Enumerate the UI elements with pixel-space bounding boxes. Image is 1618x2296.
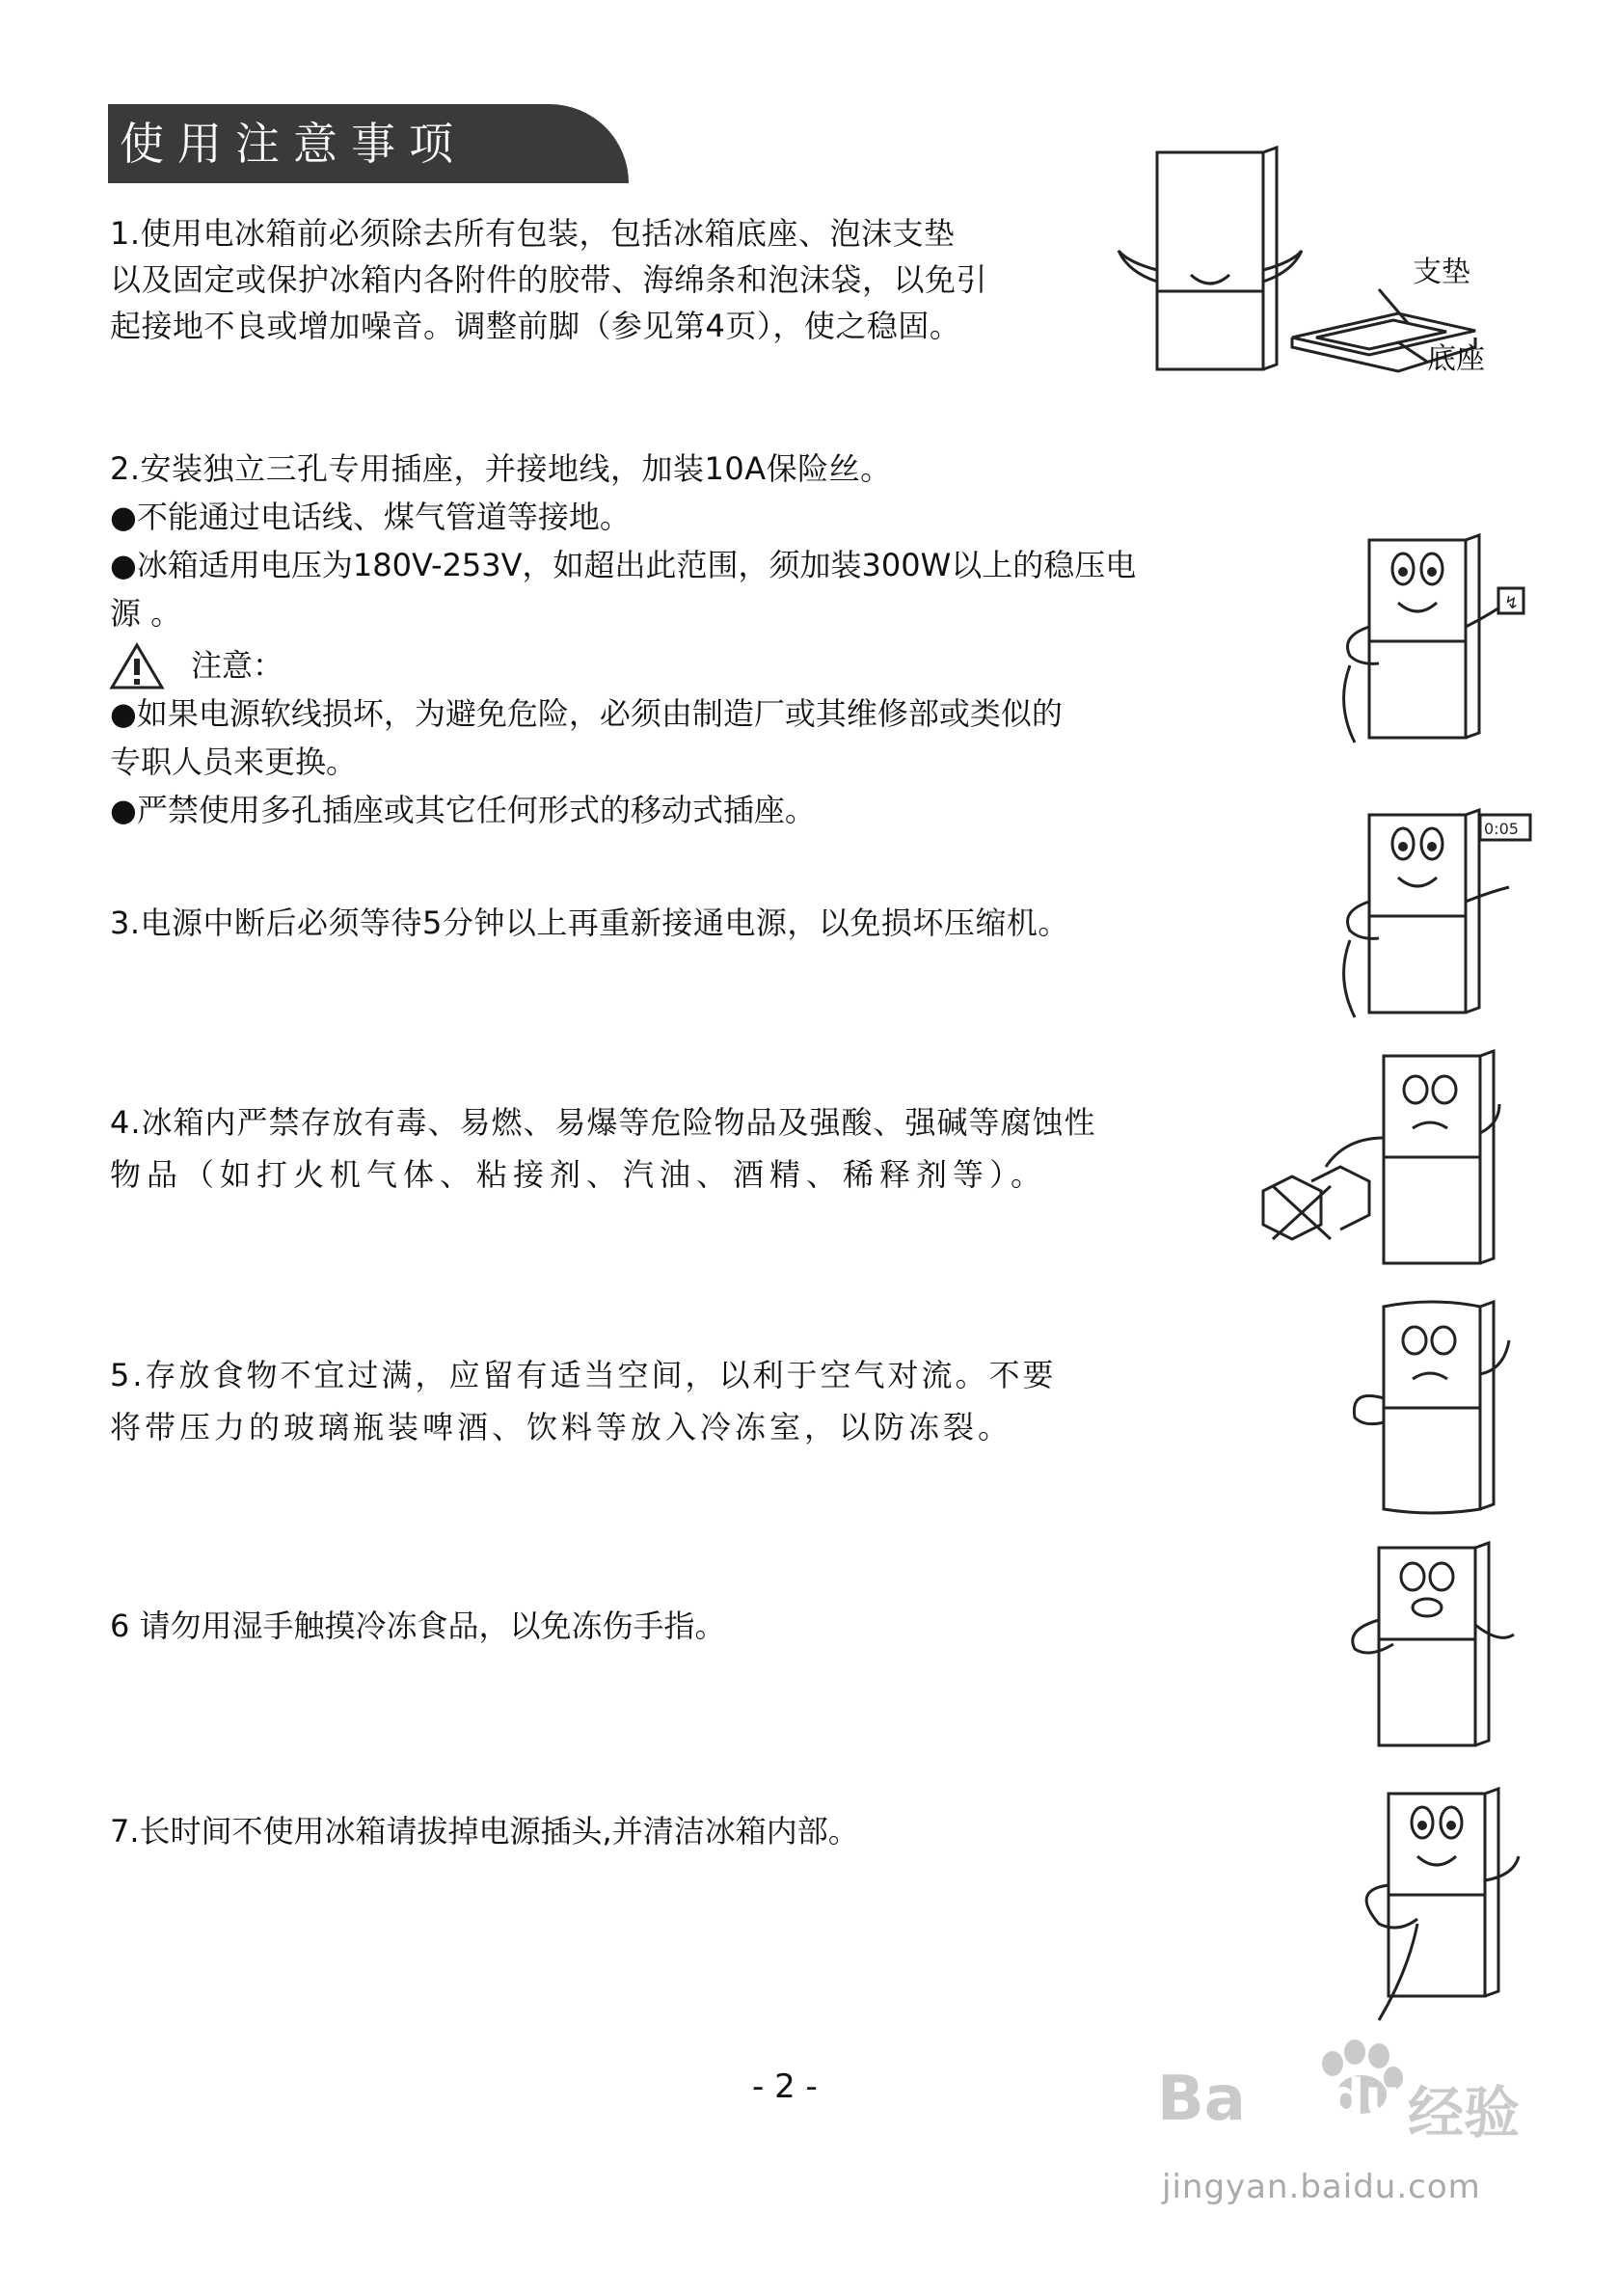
watermark-brand-cn: 经验 [1408,2080,1521,2146]
watermark-url: jingyan.baidu.com [1162,2168,1481,2206]
caution-line-3: ●严禁使用多孔插座或其它任何形式的移动式插座。 [110,792,816,828]
item-2-line-4: 源 。 [110,595,182,632]
item-4-line-2: 物品（如打火机气体、粘接剂、汽油、酒精、稀释剂等）。 [110,1156,1048,1193]
caution-line-1: ●如果电源软线损坏，为避免危险，必须由制造厂或其维修部或类似的 [110,695,1063,732]
fridge-frostbite-illustration [1335,1528,1538,1760]
socket-mark: ↯ [1504,593,1520,613]
item-4-line-1: 4.冰箱内严禁存放有毒、易燃、易爆等危险物品及强酸、强碱等腐蚀性 [110,1104,1096,1141]
fridge-unpacking-illustration [1109,145,1514,386]
timer-text: 0:05 [1484,820,1519,838]
item-1-line-3: 起接地不良或增加噪音。调整前脚（参见第4页），使之稳固。 [110,308,961,344]
watermark-brand-left: Ba [1157,2064,1246,2135]
fridge-plug-illustration [1321,526,1533,747]
watermark-brand-right: du [1329,2069,1401,2127]
caution-line-2: 专职人员来更换。 [110,743,358,780]
item-3-line-1: 3.电源中断后必须等待5分钟以上再重新接通电源，以免损坏压缩机。 [110,905,1069,941]
item-5-line-1: 5.存放食物不宜过满，应留有适当空间，以利于空气对流。不要 [110,1357,1057,1393]
fridge-crowded-illustration [1335,1292,1538,1524]
caution-label: 注意： [191,647,284,684]
page-number: - 2 - [752,2067,818,2106]
base-label: 底座 [1427,342,1485,376]
fridge-unplug-illustration [1340,1779,1543,2035]
pad-label: 支垫 [1413,256,1470,289]
item-2-line-3: ●冰箱适用电压为180V-253V，如超出此范围，须加装300W以上的稳压电 [110,547,1137,583]
warning-triangle-icon [108,641,166,691]
item-7-line-1: 7.长时间不使用冰箱请拔掉电源插头,并清洁冰箱内部。 [110,1813,859,1850]
baidu-watermark [1157,2025,1543,2160]
item-1-line-2: 以及固定或保护冰箱内各附件的胶带、海绵条和泡沫袋，以免引 [110,261,988,298]
fridge-timer-illustration [1326,800,1538,1022]
item-5-line-2: 将带压力的玻璃瓶装啤酒、饮料等放入冷冻室，以防冻裂。 [110,1409,1013,1445]
fridge-hazard-illustration [1254,1046,1543,1278]
item-1-line-1: 1.使用电冰箱前必须除去所有包装，包括冰箱底座、泡沫支垫 [110,215,956,252]
section-title: 使用注意事项 [108,104,629,183]
item-2-line-1: 2.安装独立三孔专用插座，并接地线，加装10A保险丝。 [110,450,892,487]
item-6-line-1: 6 请勿用湿手触摸冷冻食品，以免冻伤手指。 [110,1607,726,1644]
item-2-line-2: ●不能通过电话线、煤气管道等接地。 [110,499,631,535]
